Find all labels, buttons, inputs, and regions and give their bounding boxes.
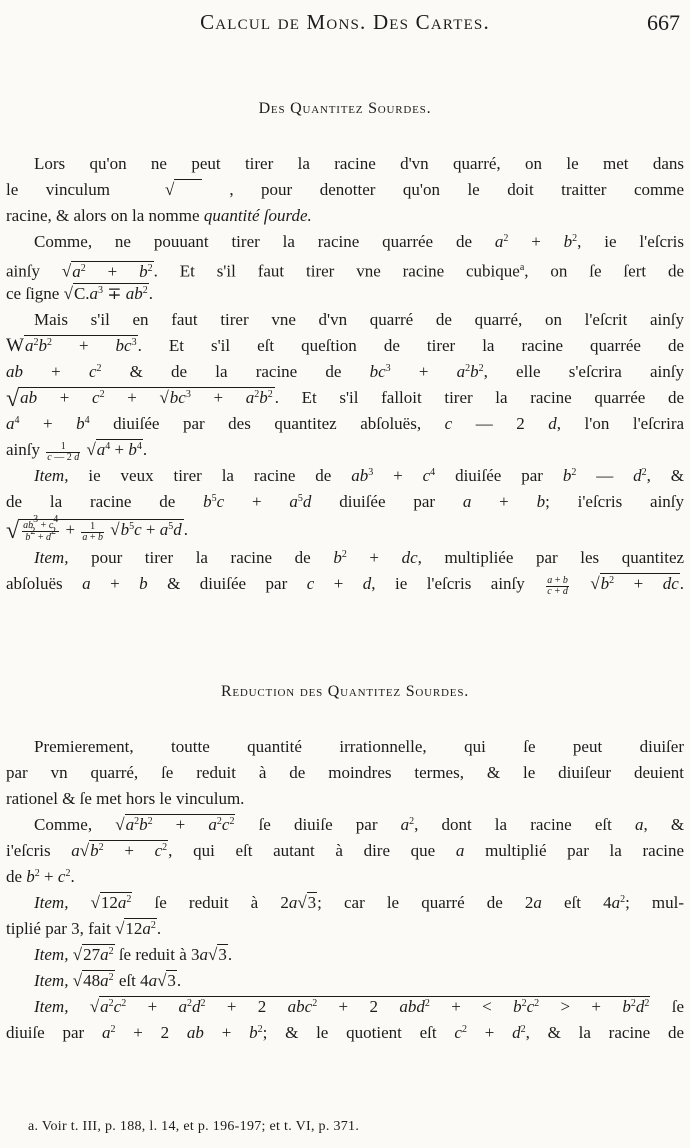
text-line: par vn quarré, ſe reduit à de moindres termes, & le diuiſeur deuient	[6, 763, 684, 782]
text-span: diuiſe par	[6, 1023, 85, 1042]
item-label: Item,	[34, 945, 69, 964]
item-label: Item,	[34, 971, 69, 990]
text-span: , dont la racine eſt	[414, 815, 612, 834]
math-expression: 3a√3.	[191, 945, 233, 964]
text-span: ; & le quotient eſt	[262, 1023, 437, 1042]
math-expression: a	[455, 841, 465, 860]
text-line	[6, 515, 684, 545]
math-expression: $√C.a^3 \mp ab^2$.	[63, 284, 154, 303]
text-span: ce ſigne	[6, 284, 60, 303]
paragraph	[6, 890, 684, 942]
math-expression: $\frac{1}{c — 2 d}$ $√a^4 + b^4$.	[47, 440, 148, 463]
text-line	[6, 994, 684, 1020]
section1-body	[6, 151, 684, 597]
math-expression: $c^2 + d^2$	[454, 1023, 526, 1042]
paragraph	[6, 307, 684, 463]
text-line	[6, 385, 684, 411]
item-label: Item,	[34, 466, 69, 485]
text-span: pour tirer la racine de	[91, 548, 311, 567]
text-line	[6, 1020, 684, 1046]
math-expression: $b^2 + c^2$.	[26, 867, 75, 886]
text-line	[6, 437, 684, 463]
text-span: racine, & alors on la nomme	[6, 206, 200, 225]
text-line: Lors qu'on ne peut tirer la racine d'vn quarré, on le met dans	[34, 154, 684, 173]
math-expression: $\frac{a + b}{c + d}$ $√b^2$ + dc.	[547, 574, 684, 597]
text-span: , &	[646, 466, 685, 485]
math-expression: √ $\frac{ab^3 + c^4}{b^2 + d^2}$ + $\frac{1}{a + b}$ $√b^5c + a^5d$ .	[6, 514, 188, 544]
paragraph	[6, 463, 684, 545]
text-line	[6, 333, 684, 359]
text-span: ſe reduit à	[118, 945, 187, 964]
math-expression: c — 2 d,	[444, 414, 562, 433]
text-span: tiplié par 3, fait	[6, 919, 111, 938]
math-expression: ab + $c^2$	[6, 362, 102, 381]
text-line: Premierement, toutte quantité irrationnelle, qui ſe peut diuiſer	[34, 737, 684, 756]
math-expression: √	[137, 179, 201, 199]
math-expression: $Wa^2b^2 + bc^3$	[6, 335, 137, 356]
text-line	[6, 229, 684, 255]
math-expression: $√a^2c^2 + a^2d^2 + 2$ abc$^2$ + 2 abd$^2$ + < $b^2c^2$ > + $b^2d^2$	[89, 997, 650, 1016]
text-line: rationel & ſe met hors le vinculum.	[6, 789, 245, 808]
math-expression: $a^2 + b^2$	[494, 232, 578, 251]
page-header	[0, 10, 690, 50]
math-expression: $√27a^2$	[72, 945, 114, 964]
item-label: Item,	[34, 548, 69, 567]
text-line	[6, 916, 684, 942]
paragraph	[6, 229, 684, 307]
math-expression: $a^2$	[400, 815, 415, 834]
math-expression: $√ab + c^2 + √bc^3 + a^2b^2$	[6, 386, 273, 412]
text-span: , pour denotter qu'on le doit traitter comme	[229, 180, 685, 199]
math-expression: $b^5c + a^5d$	[203, 492, 312, 511]
text-span: . Et s'il faut tirer vne racine cubique	[153, 261, 520, 281]
text-span: ; car le quarré de	[317, 893, 503, 912]
text-span: i'eſcris	[6, 841, 51, 860]
math-expression: $a^2 + 2$ ab + $b^2$	[101, 1023, 263, 1042]
text-span: diuiſée par	[339, 492, 436, 511]
math-expression: c + d	[306, 574, 372, 593]
text-line	[6, 203, 684, 229]
item-label: Item,	[34, 893, 69, 912]
text-line	[6, 281, 684, 307]
text-span: le vinculum	[6, 180, 110, 199]
text-span: , &	[643, 815, 685, 834]
text-span: , ie l'eſcris ainſy	[371, 574, 525, 593]
text-span: & de la racine de	[129, 362, 342, 381]
text-span: de la racine de	[6, 492, 176, 511]
text-span: , on ſe ſert de	[524, 261, 685, 281]
text-line	[6, 489, 684, 515]
text-span: eſt	[564, 893, 581, 912]
text-span: ſe diuiſe par	[258, 815, 378, 834]
footnote: a. Voir t. III, p. 188, l. 14, et p. 196-197; et t. VI, p. 371.	[28, 1119, 360, 1134]
text-line	[6, 411, 684, 437]
text-span: ainſy	[6, 440, 40, 459]
math-expression: 2a	[524, 893, 542, 912]
text-span: ; i'eſcris ainſy	[545, 492, 685, 511]
math-expression: $ab^3 + c^4$	[351, 466, 436, 485]
text-line	[6, 942, 684, 968]
text-span: abſoluës	[6, 574, 63, 593]
text-line	[6, 463, 684, 489]
text-span: eſt	[118, 971, 136, 990]
text-span: ie veux tirer la racine de	[88, 466, 332, 485]
math-expression: a + b	[462, 492, 546, 511]
text-span: l'on l'eſcrira	[584, 414, 685, 433]
text-line: Mais s'il en faut tirer vne d'vn quarré de quarré, on l'eſcrit ainſy	[34, 310, 684, 329]
math-expression: $bc^3 + a^2b^2$	[369, 362, 484, 381]
text-span: diuiſée par des quantitez abſoluës,	[113, 414, 422, 433]
math-expression: $√12a^2$.	[115, 919, 162, 938]
paragraph	[6, 994, 684, 1046]
text-line	[6, 545, 684, 571]
text-line	[6, 864, 684, 890]
page-number: 667	[647, 10, 680, 35]
text-line	[6, 177, 684, 203]
math-expression: $a^4 + b^4$	[6, 414, 90, 433]
math-expression: $b^2$ — $d^2$	[562, 466, 647, 485]
italic-term: quantité ſourde.	[203, 206, 312, 225]
text-span: , elle s'eſcrira ainſy	[483, 362, 684, 381]
math-expression: $4a^2$	[603, 893, 626, 912]
math-expression: $√12a^2$	[90, 893, 132, 912]
paragraph	[6, 734, 684, 812]
section2-body	[6, 734, 684, 1046]
text-span: & diuiſée par	[167, 574, 288, 593]
text-span: Comme, ne pouuant tirer la racine quarrée de	[34, 232, 472, 251]
text-span: Comme,	[34, 815, 93, 834]
text-span: . Et s'il eſt queſtion de tirer la racine quarrée de	[137, 336, 685, 355]
text-span: , qui eſt autant à dire que	[168, 841, 436, 860]
math-expression: $b^2$ + dc	[333, 548, 418, 567]
text-span: ainſy	[6, 261, 40, 281]
paragraph	[6, 812, 684, 890]
math-expression: a + b	[82, 574, 148, 593]
text-line	[6, 812, 684, 838]
math-expression: $√48a^2$	[72, 971, 114, 990]
text-span: , ie l'eſcris	[577, 232, 685, 251]
paragraph	[6, 151, 684, 229]
text-span: de	[6, 867, 23, 886]
item-label: Item,	[34, 997, 69, 1016]
text-span: ſe	[671, 997, 684, 1016]
text-span: diuiſée par	[455, 466, 543, 485]
paragraph	[6, 545, 684, 597]
text-line	[6, 890, 684, 916]
math-expression: $√a^2b^2 + a^2c^2$	[115, 815, 235, 834]
footnote-marker: a	[519, 262, 525, 273]
text-span: multiplié par la racine	[485, 841, 685, 860]
text-span: , multipliée par les quantitez	[417, 548, 685, 567]
math-expression: $√a^2 + b^2$	[61, 261, 153, 281]
text-line	[6, 838, 684, 864]
section-title: Des Quantitez Sourdes.	[258, 100, 432, 117]
text-line	[6, 359, 684, 385]
text-span: ſe reduit à	[154, 893, 259, 912]
text-line	[6, 255, 684, 281]
section-title: Reduction des Quantitez Sourdes.	[220, 683, 470, 700]
running-title: Calcul de Mons. Des Cartes.	[200, 10, 490, 34]
math-expression: 2a√3	[280, 893, 317, 912]
math-expression: a	[634, 815, 644, 834]
text-line	[6, 571, 684, 597]
text-span: ; mul-	[625, 893, 685, 912]
math-expression: 4a√3.	[140, 971, 182, 990]
text-span: . Et s'il falloit tirer la racine quarrée de	[274, 388, 685, 407]
text-line	[6, 968, 684, 994]
text-span: , & la racine de	[525, 1023, 685, 1042]
math-expression: $a√b^2 + c^2$	[71, 841, 168, 860]
